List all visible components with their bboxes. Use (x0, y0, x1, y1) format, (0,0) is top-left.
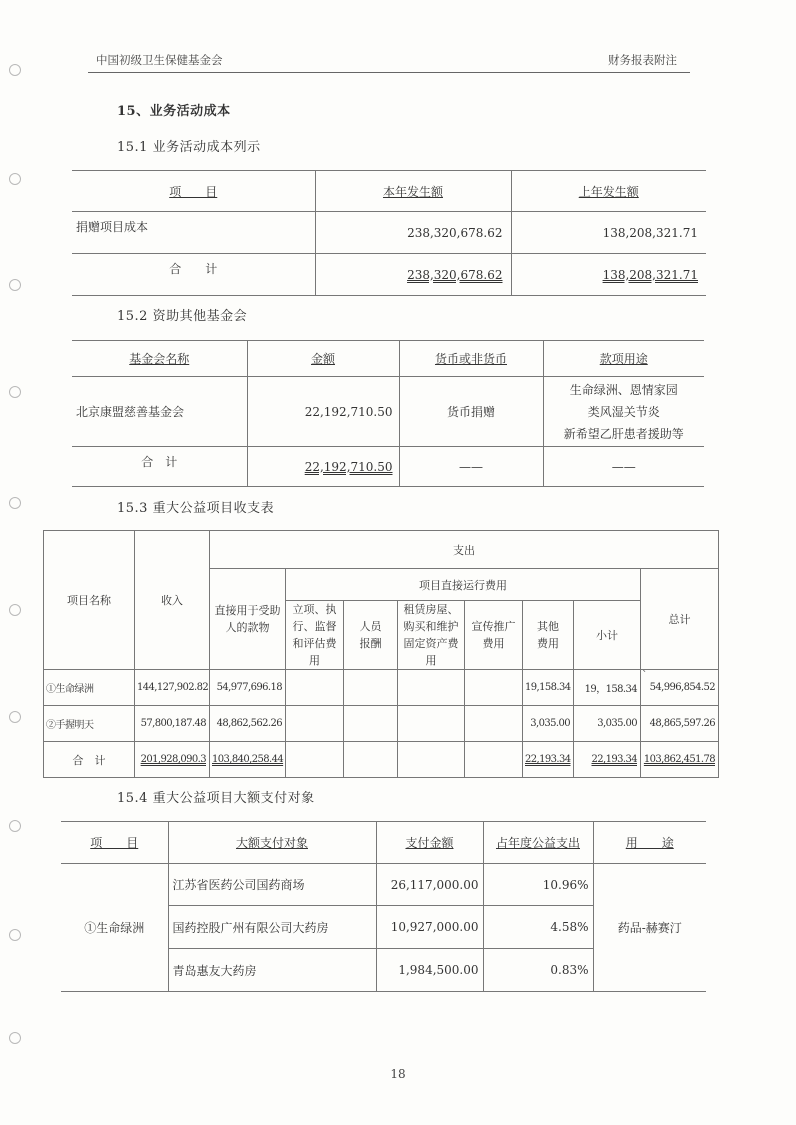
header-rule (88, 72, 690, 73)
s3-header-c2: 人员报酬 (344, 601, 398, 670)
s3-row-c4 (465, 670, 523, 706)
s3-row-total: 54,996,854.52 (641, 670, 719, 706)
header-org: 中国初级卫生保健基金会 (96, 53, 223, 67)
s1-row-prior: 138,208,321.71 (511, 212, 706, 254)
s1-header-row (72, 171, 706, 212)
s2-header-name: 基金会名称 (129, 352, 190, 366)
s4-pct: 0.83% (483, 949, 593, 992)
s1-total-label: 合 计 (72, 254, 315, 296)
s3-header-c5: 其他费用 (523, 601, 574, 670)
s4-project: ①生命绿洲 (61, 864, 168, 992)
s4-table (61, 821, 706, 992)
binder-hole (9, 173, 21, 185)
s3-header-subtotal: 小计 (574, 601, 641, 670)
table-row (44, 670, 719, 706)
s3-row-other: 3,035.00 (523, 706, 574, 742)
s4-payee: 青岛惠友大药房 (168, 949, 376, 992)
s4-pct: 4.58% (483, 906, 593, 949)
s2-total-purpose: —— (543, 447, 704, 487)
s3-row-c1 (286, 706, 344, 742)
s3-row-subtotal: 19，158.34 (574, 670, 641, 706)
s3-row-other: 19,158.34 (523, 670, 574, 706)
s3-row-c2 (344, 670, 398, 706)
s2-table (72, 340, 704, 487)
s2-row-type: 货币捐赠 (399, 377, 543, 447)
s2-purpose-line: 新希望乙肝患者援助等 (563, 426, 684, 441)
s4-header-amount: 支付金额 (405, 836, 454, 850)
table-row (44, 706, 719, 742)
s3-row-goods: 48,862,562.26 (210, 706, 286, 742)
table-row (61, 864, 706, 906)
s3-row-income: 144,127,902.82 (135, 670, 210, 706)
page-number: 18 (390, 1067, 406, 1081)
s1-total-row (72, 254, 706, 296)
s3-row-income: 57,800,187.48 (135, 706, 210, 742)
s4-amount: 26,117,000.00 (376, 864, 483, 906)
s3-row-name: ②手握明天 (44, 706, 135, 742)
s3-total-goods: 103,840,258.44 (212, 754, 284, 765)
s1-total-prior: 138,208,321.71 (602, 267, 698, 282)
s4-amount: 10,927,000.00 (376, 906, 483, 949)
s2-title: 15.2 资助其他基金会 (117, 309, 248, 324)
s2-header-row (72, 341, 704, 377)
s4-header-payee: 大额支付对象 (235, 836, 308, 850)
s4-pct: 10.96% (483, 864, 593, 906)
s1-row-current: 238,320,678.62 (315, 212, 511, 254)
s4-header-item: 项 目 (90, 836, 139, 850)
s3-row-c2 (344, 706, 398, 742)
s3-row-goods: 54,977,696.18 (210, 670, 286, 706)
s3-total-subtotal: 22,193.34 (591, 754, 637, 765)
s4-amount: 1,984,500.00 (376, 949, 483, 992)
s1-header-prior: 上年发生额 (578, 184, 639, 199)
s3-row-total: 48,865,597.26 (641, 706, 719, 742)
s3-header-income: 收入 (135, 531, 210, 670)
s3-total-total: 103,862,451.78 (643, 754, 715, 765)
s3-header-total: 总计 (641, 569, 719, 670)
header-doc-title: 财务报表附注 (608, 53, 677, 67)
s3-header-c3: 租赁房屋、购买和维护固定资产费用 (398, 601, 465, 670)
s3-total-row (44, 742, 719, 778)
s4-title: 15.4 重大公益项目大额支付对象 (117, 791, 315, 806)
s2-total-amount: 22,192,710.50 (304, 459, 393, 474)
s3-row-c1 (286, 670, 344, 706)
s2-total-type: —— (399, 447, 543, 487)
s1-title: 15.1 业务活动成本列示 (117, 140, 261, 155)
binder-hole (9, 1032, 21, 1044)
s3-header-direct-goods: 直接用于受助人的款物 (210, 569, 286, 670)
s2-row (72, 377, 704, 447)
s3-row-c4 (465, 706, 523, 742)
s3-row-subtotal: 3,035.00 (574, 706, 641, 742)
s3-header-c1: 立项、执行、监督和评估费用 (286, 601, 344, 670)
s3-row-c3 (398, 706, 465, 742)
s3-header-c4: 宣传推广费用 (465, 601, 523, 670)
s2-row-name: 北京康盟慈善基金会 (72, 377, 247, 447)
s3-header-expense: 支出 (210, 531, 719, 569)
s2-purpose-line: 生命绿洲、恩情家园 (569, 382, 678, 397)
s1-row-label: 捐赠项目成本 (72, 212, 315, 254)
s3-table (43, 530, 719, 778)
binder-hole (9, 604, 21, 616)
binder-hole (9, 497, 21, 509)
s1-table (72, 170, 706, 296)
s3-total-income: 201,928,090.3 (140, 754, 206, 765)
s1-header-item: 项 目 (169, 184, 218, 199)
s4-use: 药品-赫赛汀 (593, 864, 706, 992)
section-title: 15、业务活动成本 (117, 104, 231, 119)
s3-header-op-costs: 项目直接运行费用 (286, 569, 641, 601)
tick-mark: ˋ (642, 669, 648, 682)
s2-total-label: 合 计 (72, 447, 247, 487)
binder-hole (9, 711, 21, 723)
s3-title: 15.3 重大公益项目收支表 (117, 501, 275, 516)
s4-payee: 国药控股广州有限公司大药房 (168, 906, 376, 949)
s1-row (72, 212, 706, 254)
s4-header-row (61, 822, 706, 864)
s3-total-name: 合 计 (44, 742, 135, 778)
s4-payee: 江苏省医药公司国药商场 (168, 864, 376, 906)
s3-header-name: 项目名称 (44, 531, 135, 670)
binder-hole (9, 279, 21, 291)
s3-total-other: 22,193.34 (525, 754, 571, 765)
binder-hole (9, 820, 21, 832)
s2-row-amount: 22,192,710.50 (247, 377, 399, 447)
binder-hole (9, 386, 21, 398)
s1-header-current: 本年发生额 (382, 184, 443, 199)
binder-hole (9, 64, 21, 76)
s2-total-row (72, 447, 704, 487)
binder-hole (9, 929, 21, 941)
s2-purpose-line: 类风湿关节炎 (587, 404, 660, 419)
s2-header-purpose: 款项用途 (599, 352, 648, 366)
s2-header-amount: 金额 (310, 352, 335, 366)
s2-header-type: 货币或非货币 (434, 352, 507, 366)
s3-row-name: ①生命绿洲 (44, 670, 135, 706)
s4-header-pct: 占年度公益支出 (495, 836, 580, 850)
s1-total-current: 238,320,678.62 (407, 267, 503, 282)
s4-header-use: 用 途 (625, 836, 674, 850)
s3-row-c3 (398, 670, 465, 706)
